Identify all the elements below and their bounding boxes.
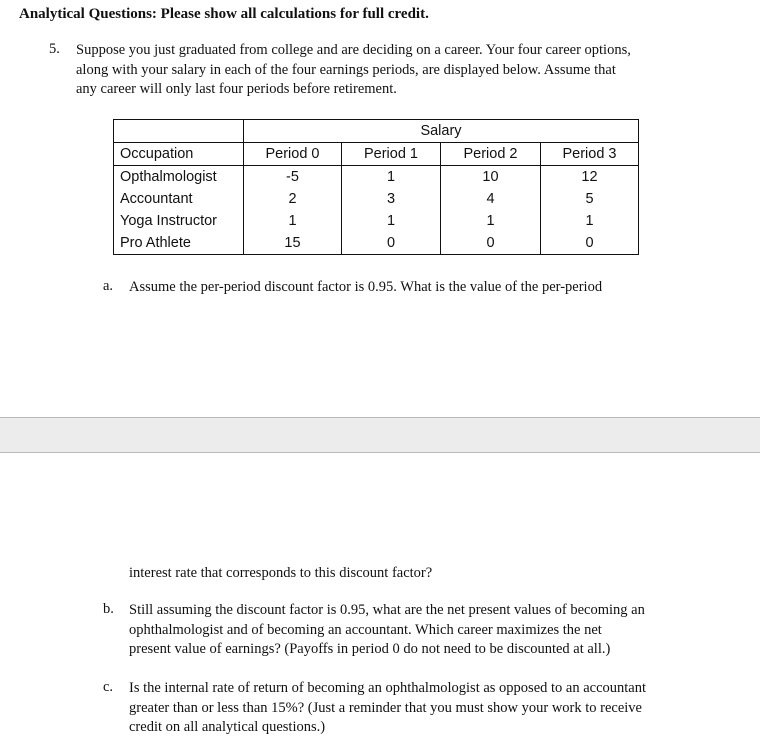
question-line: any career will only last four periods before retirement. xyxy=(76,81,397,97)
part-c-label: c. xyxy=(103,679,114,695)
salary-cell: 0 xyxy=(441,232,541,255)
salary-group-header: Salary xyxy=(244,120,639,143)
table-row xyxy=(114,232,639,255)
salary-cell: 1 xyxy=(541,210,639,232)
salary-cell: 1 xyxy=(342,166,441,189)
page-break-band xyxy=(0,417,760,453)
part-b-line: ophthalmologist and of becoming an accountant. Which career maximizes the net xyxy=(129,621,602,638)
part-b-line: Still assuming the discount factor is 0.95, what are the net present values of becoming an xyxy=(129,602,645,618)
salary-cell: 4 xyxy=(441,188,541,210)
occupation-cell: Accountant xyxy=(114,188,244,210)
question-line: Suppose you just graduated from college and are deciding on a career. Your four career options, xyxy=(76,42,631,58)
occupation-cell: Opthalmologist xyxy=(114,166,244,189)
question-line: along with your salary in each of the four earnings periods, are displayed below. Assume that xyxy=(76,61,616,78)
salary-cell: 3 xyxy=(342,188,441,210)
table-corner-cell xyxy=(114,120,244,143)
column-header-period-0: Period 0 xyxy=(244,143,342,166)
salary-cell: 15 xyxy=(244,232,342,255)
column-header-period-3: Period 3 xyxy=(541,143,639,166)
table-row xyxy=(114,188,639,210)
part-b-text xyxy=(129,601,645,660)
salary-cell: 2 xyxy=(244,188,342,210)
column-header-period-1: Period 1 xyxy=(342,143,441,166)
column-header-occupation: Occupation xyxy=(114,143,244,166)
question-number: 5. xyxy=(49,41,60,57)
salary-cell: 1 xyxy=(441,210,541,232)
table-row xyxy=(114,210,639,232)
salary-cell: 5 xyxy=(541,188,639,210)
part-c-line: Is the internal rate of return of becoming an ophthalmologist as opposed to an accountant xyxy=(129,680,647,696)
salary-cell: 10 xyxy=(441,166,541,189)
part-b-line: present value of earnings? (Payoffs in period 0 do not need to be discounted at all.) xyxy=(129,641,611,657)
table-row xyxy=(114,166,639,189)
salary-cell: -5 xyxy=(244,166,342,189)
page-heading: Analytical Questions: Please show all calculations for full credit. xyxy=(19,6,429,22)
question-text xyxy=(76,41,748,100)
part-a-label: a. xyxy=(103,278,114,294)
salary-cell: 1 xyxy=(342,210,441,232)
salary-table xyxy=(113,119,639,255)
salary-cell: 1 xyxy=(244,210,342,232)
part-c-text xyxy=(129,679,646,738)
salary-cell: 0 xyxy=(342,232,441,255)
occupation-cell: Pro Athlete xyxy=(114,232,244,255)
part-b-label: b. xyxy=(103,601,114,617)
part-a-text: Assume the per-period discount factor is 0.95. What is the value of the per-period xyxy=(129,279,603,295)
occupation-cell: Yoga Instructor xyxy=(114,210,244,232)
part-c-line: greater than or less than 15%? (Just a reminder that you must show your work to receive xyxy=(129,699,642,716)
salary-cell: 12 xyxy=(541,166,639,189)
part-c-line: credit on all analytical questions.) xyxy=(129,719,326,735)
column-header-period-2: Period 2 xyxy=(441,143,541,166)
part-a-text-continued: interest rate that corresponds to this discount factor? xyxy=(129,565,433,581)
salary-cell: 0 xyxy=(541,232,639,255)
